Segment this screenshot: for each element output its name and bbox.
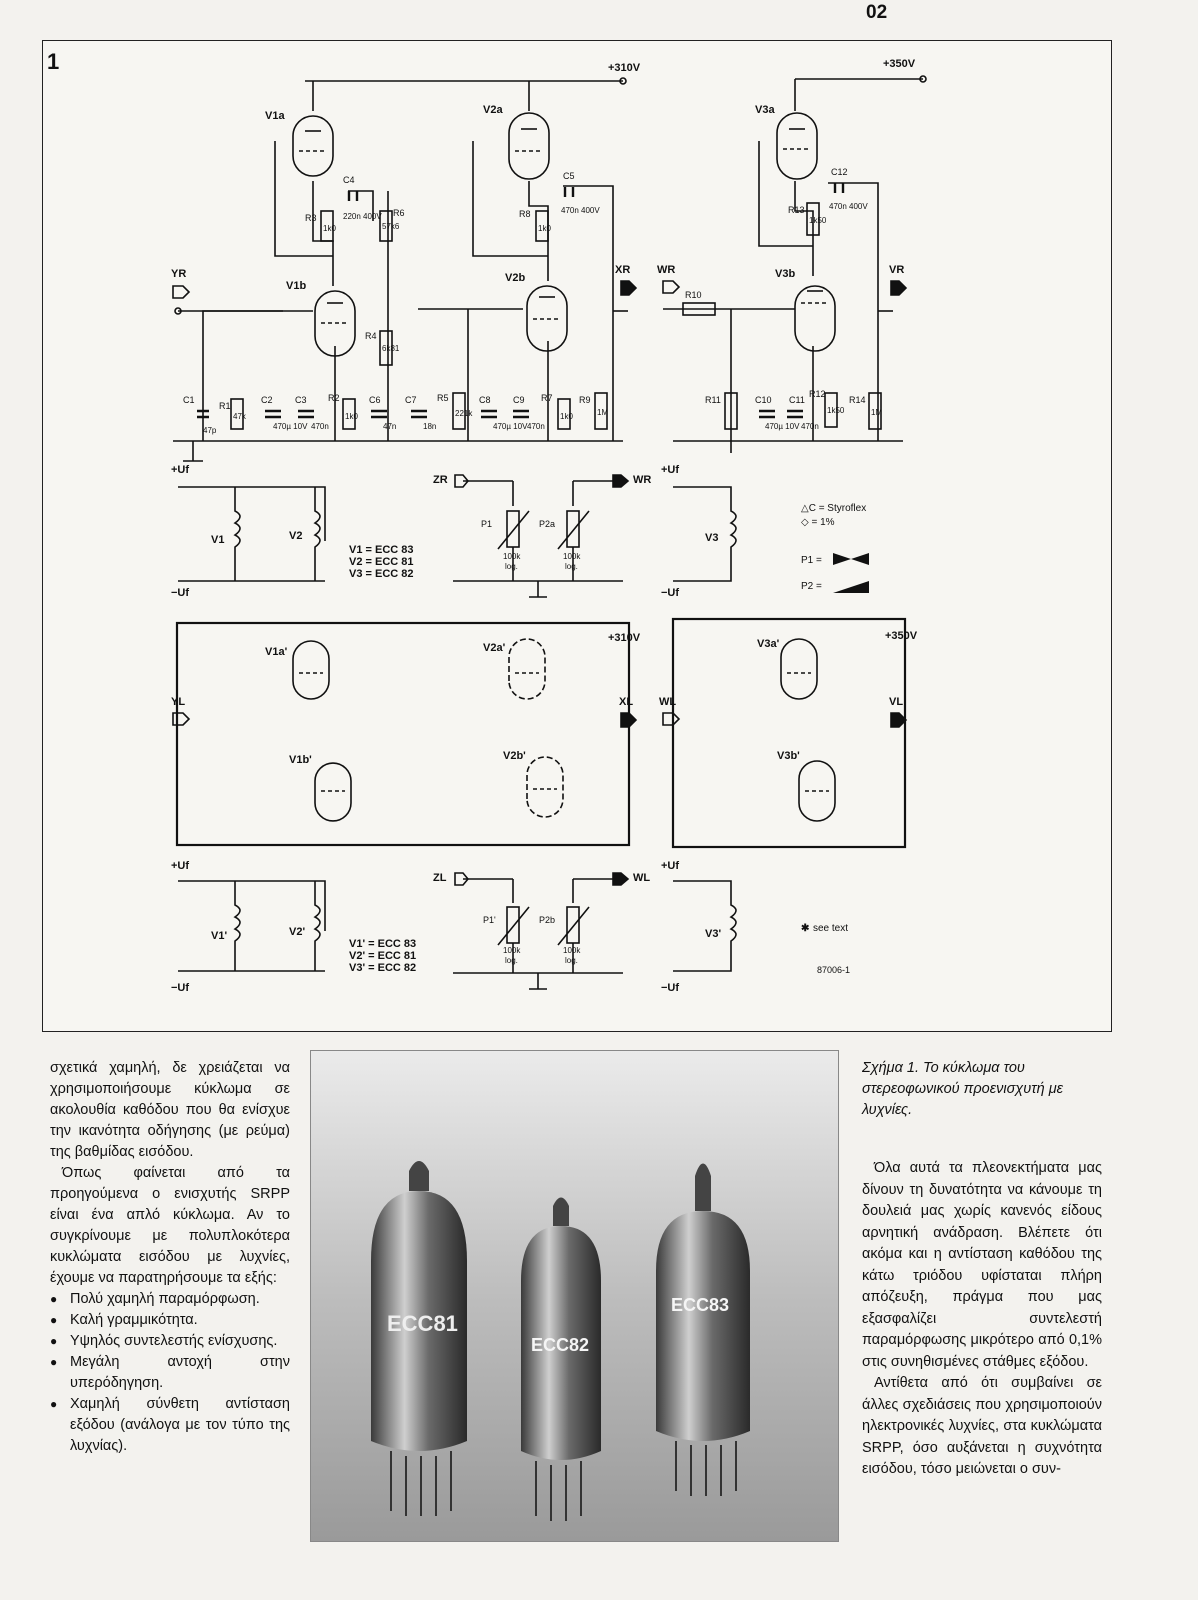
svg-text:R9: R9 bbox=[579, 395, 591, 405]
svg-text:C10: C10 bbox=[755, 395, 772, 405]
advantages-list bbox=[50, 1289, 290, 1457]
tube-photo-1 bbox=[371, 1161, 467, 1516]
supply-350v-label: +350V bbox=[883, 58, 916, 70]
legend bbox=[801, 503, 869, 593]
svg-text:P1 =: P1 = bbox=[801, 555, 822, 566]
uf-pos-label: +Uf bbox=[171, 464, 190, 476]
svg-text:R10: R10 bbox=[685, 290, 702, 300]
list-item: ● Μεγάλη αντοχή στην υπερόδηγηση. bbox=[50, 1352, 290, 1394]
svg-text:log.: log. bbox=[565, 956, 578, 965]
capacitor-c4 bbox=[343, 175, 382, 221]
svg-text:R5: R5 bbox=[437, 393, 449, 403]
tube-photo-2 bbox=[521, 1198, 601, 1522]
svg-text:+350V: +350V bbox=[885, 630, 918, 642]
output-vr bbox=[889, 264, 906, 295]
svg-text:470n 400V: 470n 400V bbox=[561, 206, 600, 215]
svg-text:470n: 470n bbox=[527, 422, 545, 431]
tube-v2b-prime bbox=[503, 750, 563, 817]
output-xr bbox=[615, 264, 636, 295]
svg-text:R2: R2 bbox=[328, 393, 340, 403]
svg-text:C9: C9 bbox=[513, 395, 525, 405]
tube-v3a-prime bbox=[757, 638, 817, 699]
capacitor-c12 bbox=[829, 167, 868, 211]
left-column bbox=[50, 1058, 290, 1457]
svg-text:WL: WL bbox=[659, 696, 677, 708]
capacitor-c5 bbox=[561, 171, 600, 215]
svg-text:C1: C1 bbox=[183, 395, 195, 405]
resistor-r9 bbox=[579, 393, 608, 429]
resistor-r4 bbox=[365, 331, 400, 365]
svg-text:V1' = ECC 83: V1' = ECC 83 bbox=[349, 938, 417, 950]
svg-text:ZR: ZR bbox=[433, 474, 448, 486]
svg-text:R3: R3 bbox=[305, 213, 317, 223]
supply-310v-label: +310V bbox=[608, 62, 641, 74]
tubes-photo bbox=[310, 1050, 839, 1542]
svg-text:ZL: ZL bbox=[433, 872, 447, 884]
pot-section-bottom bbox=[433, 872, 650, 989]
figure-code: 87006-1 bbox=[817, 965, 851, 975]
svg-text:WL: WL bbox=[633, 872, 651, 884]
tube-v1b-prime bbox=[289, 754, 351, 821]
svg-text:V1b: V1b bbox=[286, 280, 307, 292]
list-item: ● Υψηλός συντελεστής ενίσχυσης. bbox=[50, 1331, 290, 1352]
svg-text:V2b: V2b bbox=[505, 272, 526, 284]
list-item: ● Καλή γραμμικότητα. bbox=[50, 1310, 290, 1331]
svg-text:V3a': V3a' bbox=[757, 638, 780, 650]
svg-text:470µ 10V: 470µ 10V bbox=[765, 422, 800, 431]
svg-text:P1': P1' bbox=[483, 915, 496, 925]
svg-text:XR: XR bbox=[615, 264, 631, 276]
capacitor-c1 bbox=[183, 395, 217, 435]
svg-text:✱: ✱ bbox=[801, 923, 810, 934]
svg-text:57k6: 57k6 bbox=[382, 222, 400, 231]
svg-text:V3b: V3b bbox=[775, 268, 796, 280]
right-column bbox=[862, 1158, 1102, 1481]
svg-text:47p: 47p bbox=[203, 426, 217, 435]
svg-text:V2b': V2b' bbox=[503, 750, 526, 762]
tube-v1b bbox=[286, 280, 355, 356]
capacitor-c7 bbox=[405, 395, 436, 431]
svg-text:C6: C6 bbox=[369, 395, 381, 405]
list-item: ● Χαμηλή σύνθετη αντίσταση εξόδου (ανάλογα με τον τύπο της λυχνίας). bbox=[50, 1394, 290, 1457]
svg-text:V3' = ECC 82: V3' = ECC 82 bbox=[349, 962, 417, 974]
output-xl bbox=[619, 696, 636, 727]
tube-v2a bbox=[483, 81, 549, 179]
svg-text:18n: 18n bbox=[423, 422, 437, 431]
svg-text:R1: R1 bbox=[219, 401, 231, 411]
right-paragraph-1: Όλα αυτά τα πλεονεκτήματα μας δίνουν τη δυνατότητα να κάνουμε τη δουλειά μας χωρίς κανενός είδους αρνητική ανάδραση. Βλέπετε ότι ακόμα και η αντίσταση καθόδου της κάτω τριόδου υφίσταται πλήρη απόζευξη, πράγμα που μας εξασφαλίζει συντελεστή παραμόρφωσης μικρότερο από 0,1% στις συνηθισμένες στάθμες εξόδου. bbox=[862, 1160, 1102, 1370]
svg-text:V3b': V3b' bbox=[777, 750, 800, 762]
svg-text:log.: log. bbox=[505, 956, 518, 965]
tube-v2a-prime bbox=[483, 639, 545, 699]
right-paragraph-2: Αντίθετα από ότι συμβαίνει σε άλλες σχεδιάσεις που χρησιμοποιούν ηλεκτρονικές λυχνίες, στα κυκλώματα SRPP, όσο αυξάνεται η συχνότητα εισόδου, τόσο μειώνεται ο συν- bbox=[862, 1375, 1102, 1477]
svg-text:1k0: 1k0 bbox=[538, 224, 551, 233]
svg-text:◇ = 1%: ◇ = 1% bbox=[801, 517, 835, 528]
svg-text:R11: R11 bbox=[705, 395, 721, 405]
svg-text:YR: YR bbox=[171, 268, 187, 280]
resistor-r1 bbox=[219, 399, 247, 429]
svg-text:log.: log. bbox=[565, 562, 578, 571]
svg-text:V2: V2 bbox=[289, 530, 303, 542]
svg-text:+Uf: +Uf bbox=[661, 464, 680, 476]
resistor-r11 bbox=[705, 393, 737, 429]
svg-text:1k50: 1k50 bbox=[809, 216, 827, 225]
svg-text:6k81: 6k81 bbox=[382, 344, 400, 353]
schematic bbox=[43, 41, 1111, 1031]
svg-text:+Uf: +Uf bbox=[171, 860, 190, 872]
pot-section-top bbox=[433, 474, 651, 597]
svg-text:VL: VL bbox=[889, 696, 904, 708]
page-number: 02 bbox=[866, 2, 888, 23]
list-item: ● Πολύ χαμηλή παραμόρφωση. bbox=[50, 1289, 290, 1310]
svg-text:V1a: V1a bbox=[265, 110, 285, 122]
svg-text:R8: R8 bbox=[519, 209, 531, 219]
svg-text:R7: R7 bbox=[541, 393, 553, 403]
figure-caption: Σχήμα 1. Το κύκλωμα του στερεοφωνικού προενισχυτή με λυχνίες. bbox=[862, 1060, 1064, 1118]
output-vl bbox=[889, 696, 906, 727]
uf-neg-label: −Uf bbox=[171, 587, 190, 599]
resistor-r2 bbox=[328, 393, 358, 429]
svg-text:C2: C2 bbox=[261, 395, 273, 405]
tube-v2b bbox=[505, 272, 567, 351]
input-yl bbox=[171, 696, 189, 725]
svg-text:R4: R4 bbox=[365, 331, 377, 341]
input-wl bbox=[659, 696, 679, 725]
svg-text:V2a': V2a' bbox=[483, 642, 506, 654]
svg-text:221k: 221k bbox=[455, 409, 473, 418]
svg-text:470µ 10V: 470µ 10V bbox=[273, 422, 308, 431]
svg-text:WR: WR bbox=[633, 474, 652, 486]
svg-text:V2a: V2a bbox=[483, 104, 503, 116]
tube-v1a-prime bbox=[265, 641, 329, 699]
svg-text:V1 = ECC 83: V1 = ECC 83 bbox=[349, 544, 414, 556]
tube-photo-3 bbox=[656, 1164, 750, 1497]
resistor-r10 bbox=[683, 290, 715, 315]
svg-text:1M: 1M bbox=[597, 408, 609, 417]
svg-text:V2 = ECC 81: V2 = ECC 81 bbox=[349, 556, 414, 568]
svg-text:1k0: 1k0 bbox=[345, 412, 358, 421]
svg-text:WR: WR bbox=[657, 264, 676, 276]
circuit-figure bbox=[42, 40, 1112, 1032]
svg-text:V1b': V1b' bbox=[289, 754, 312, 766]
svg-text:YL: YL bbox=[171, 696, 186, 708]
svg-text:1k0: 1k0 bbox=[323, 224, 336, 233]
svg-text:1M: 1M bbox=[871, 408, 883, 417]
svg-text:V3 = ECC 82: V3 = ECC 82 bbox=[349, 568, 414, 580]
svg-text:220n 400V: 220n 400V bbox=[343, 212, 382, 221]
svg-text:−Uf: −Uf bbox=[661, 982, 680, 994]
resistor-r13 bbox=[788, 203, 827, 235]
svg-text:R13: R13 bbox=[788, 205, 805, 215]
input-yr bbox=[171, 268, 283, 314]
svg-text:100k: 100k bbox=[563, 552, 581, 561]
svg-text:470n 400V: 470n 400V bbox=[829, 202, 868, 211]
svg-text:47n: 47n bbox=[383, 422, 397, 431]
svg-text:log.: log. bbox=[505, 562, 518, 571]
svg-text:P1: P1 bbox=[481, 519, 493, 529]
resistor-r7 bbox=[541, 393, 573, 429]
svg-text:47k: 47k bbox=[233, 412, 246, 421]
svg-text:1k50: 1k50 bbox=[827, 406, 845, 415]
resistor-r3 bbox=[305, 211, 336, 241]
svg-text:R14: R14 bbox=[849, 395, 866, 405]
resistor-r8 bbox=[519, 209, 551, 241]
svg-text:C8: C8 bbox=[479, 395, 491, 405]
svg-text:1k0: 1k0 bbox=[560, 412, 573, 421]
svg-text:−Uf: −Uf bbox=[171, 982, 190, 994]
figure-number: 1 bbox=[47, 49, 60, 74]
svg-text:ECC83: ECC83 bbox=[671, 1295, 730, 1315]
left-paragraph-2: Όπως φαίνεται από τα προηγούμενα ο ενισχυτής SRPP είναι ένα απλό κύκλωμα. Αν το συγκρίνουμε με πολυπλοκότερα κυκλώματα εισόδου με λυχνίες, έχουμε να παρατηρήσουμε τα εξής: bbox=[50, 1165, 290, 1286]
svg-text:ECC81: ECC81 bbox=[387, 1311, 458, 1336]
svg-text:P2 =: P2 = bbox=[801, 581, 822, 592]
svg-text:R6: R6 bbox=[393, 208, 405, 218]
svg-text:V2': V2' bbox=[289, 926, 306, 938]
left-paragraph-1: σχετικά χαμηλή, δε χρειάζεται να χρησιμοποιήσουμε κύκλωμα σε ακολουθία καθόδου που θα ενίσχυε την ικανότητα οδήγησης (με ρεύμα) της βαθμίδας εισόδου. bbox=[50, 1060, 290, 1160]
svg-text:C4: C4 bbox=[343, 175, 355, 185]
svg-text:ECC82: ECC82 bbox=[531, 1335, 590, 1355]
svg-text:△C = Styroflex: △C = Styroflex bbox=[801, 503, 867, 514]
svg-text:V3': V3' bbox=[705, 928, 722, 940]
svg-text:V1: V1 bbox=[211, 534, 225, 546]
svg-text:V1a': V1a' bbox=[265, 646, 288, 658]
svg-text:V3a: V3a bbox=[755, 104, 775, 116]
svg-text:VR: VR bbox=[889, 264, 905, 276]
svg-text:P2a: P2a bbox=[539, 519, 556, 529]
svg-text:−Uf: −Uf bbox=[661, 587, 680, 599]
svg-text:V3: V3 bbox=[705, 532, 719, 544]
input-wr bbox=[657, 264, 679, 293]
svg-text:V2' = ECC 81: V2' = ECC 81 bbox=[349, 950, 417, 962]
svg-text:470n: 470n bbox=[311, 422, 329, 431]
svg-text:+Uf: +Uf bbox=[661, 860, 680, 872]
svg-text:470n: 470n bbox=[801, 422, 819, 431]
tube-v3b-prime bbox=[777, 750, 835, 821]
svg-text:C3: C3 bbox=[295, 395, 307, 405]
svg-text:100k: 100k bbox=[563, 946, 581, 955]
see-text-note: see text bbox=[813, 923, 849, 934]
capacitor-c6 bbox=[369, 395, 396, 431]
tube-v3a bbox=[755, 79, 817, 179]
svg-text:V1': V1' bbox=[211, 930, 228, 942]
svg-text:100k: 100k bbox=[503, 946, 521, 955]
svg-text:C5: C5 bbox=[563, 171, 575, 181]
svg-text:XL: XL bbox=[619, 696, 634, 708]
svg-text:C11: C11 bbox=[789, 395, 805, 405]
svg-text:100k: 100k bbox=[503, 552, 521, 561]
svg-text:470µ 10V: 470µ 10V bbox=[493, 422, 528, 431]
svg-text:C7: C7 bbox=[405, 395, 417, 405]
svg-text:+310V: +310V bbox=[608, 632, 641, 644]
svg-text:R12: R12 bbox=[809, 389, 826, 399]
resistor-r6 bbox=[380, 208, 405, 241]
svg-text:P2b: P2b bbox=[539, 915, 556, 925]
svg-text:C12: C12 bbox=[831, 167, 848, 177]
